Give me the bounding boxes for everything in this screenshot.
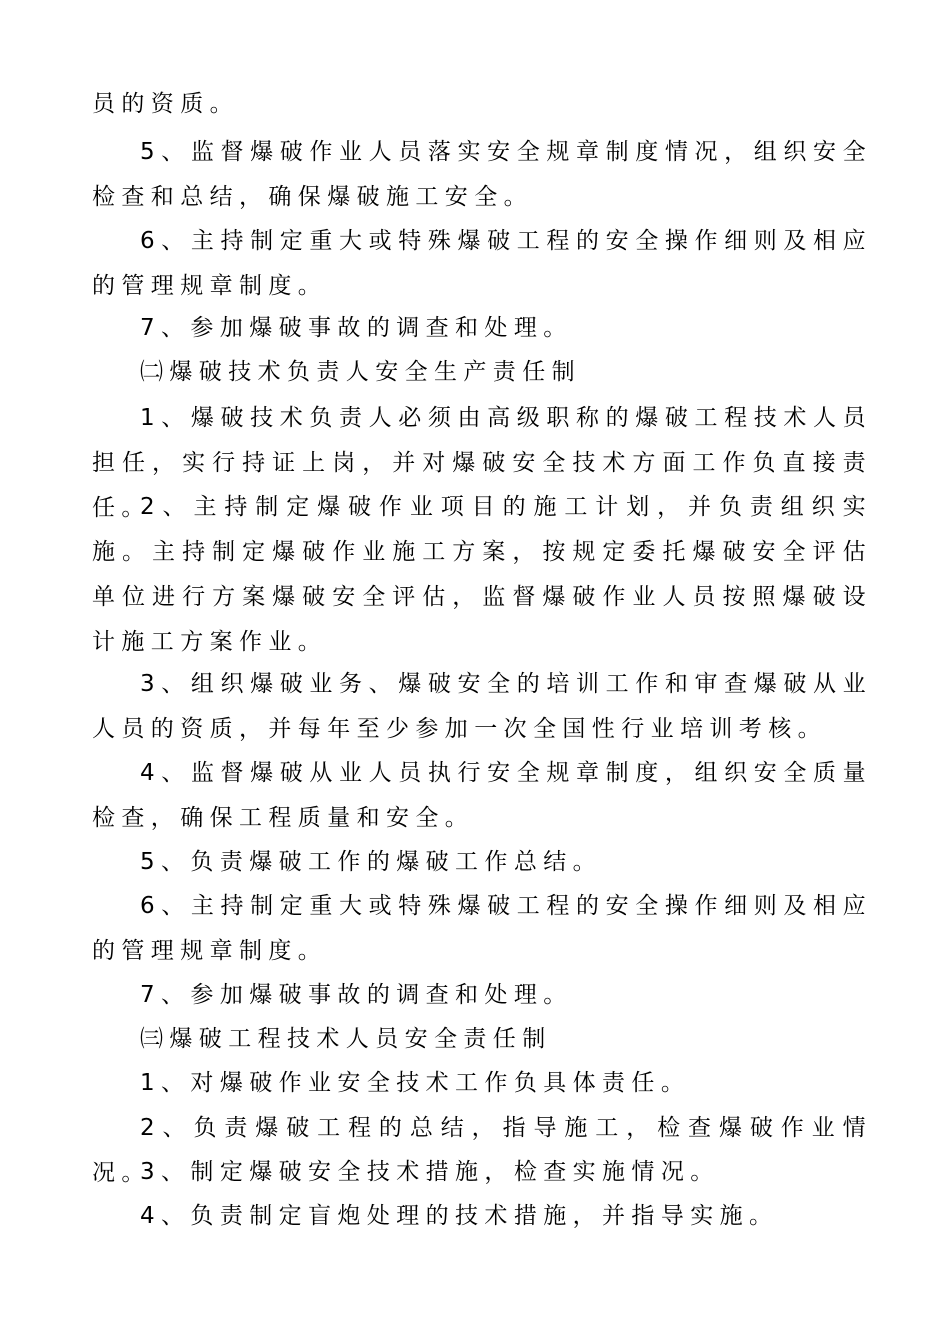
paragraph-item-5: 5、监督爆破作业人员落实安全规章制度情况，组织安全检查和总结，确保爆破施工安全。 bbox=[92, 139, 872, 210]
paragraph-item-1c: 1、对爆破作业安全技术工作负具体责任。 bbox=[140, 1070, 691, 1096]
paragraph-item-7b: 7、参加爆破事故的调查和处理。 bbox=[140, 982, 573, 1008]
section-heading-3: ㈢爆破工程技术人员安全责任制 bbox=[140, 1026, 552, 1052]
paragraph-item-1: 1、爆破技术负责人必须由高级职称的爆破工程技术人员担任，实行持证上岗，并对爆破安全技术方面工作负直接责任。 bbox=[92, 405, 872, 521]
section-heading-2: ㈡爆破技术负责人安全生产责任制 bbox=[140, 359, 581, 385]
paragraph-item-2: 2、主持制定爆破作业项目的施工计划，并负责组织实施。主持制定爆破作业施工方案，按规定委托爆破安全评估单位进行方案爆破安全评估，监督爆破作业人员按照爆破设计施工方案作业。 bbox=[92, 494, 872, 655]
paragraph-item-4c: 4、负责制定盲炮处理的技术措施，并指导实施。 bbox=[140, 1203, 779, 1229]
paragraph-item-2c: 2、负责爆破工程的总结，指导施工，检查爆破作业情况。 bbox=[92, 1115, 872, 1186]
paragraph-item-6b: 6、主持制定重大或特殊爆破工程的安全操作细则及相应的管理规章制度。 bbox=[92, 893, 872, 964]
paragraph-item-5b: 5、负责爆破工作的爆破工作总结。 bbox=[140, 849, 603, 875]
paragraph-item-6: 6、主持制定重大或特殊爆破工程的安全操作细则及相应的管理规章制度。 bbox=[92, 228, 872, 299]
paragraph-item-3c: 3、制定爆破安全技术措施，检查实施情况。 bbox=[140, 1159, 720, 1185]
paragraph-continuation: 员的资质。 bbox=[92, 91, 239, 117]
paragraph-item-3: 3、组织爆破业务、爆破安全的培训工作和审查爆破从业人员的资质，并每年至少参加一次全国性行业培训考核。 bbox=[92, 671, 872, 742]
paragraph-item-7: 7、参加爆破事故的调查和处理。 bbox=[140, 315, 573, 341]
paragraph-item-4: 4、监督爆破从业人员执行安全规章制度，组织安全质量检查，确保工程质量和安全。 bbox=[92, 760, 872, 831]
